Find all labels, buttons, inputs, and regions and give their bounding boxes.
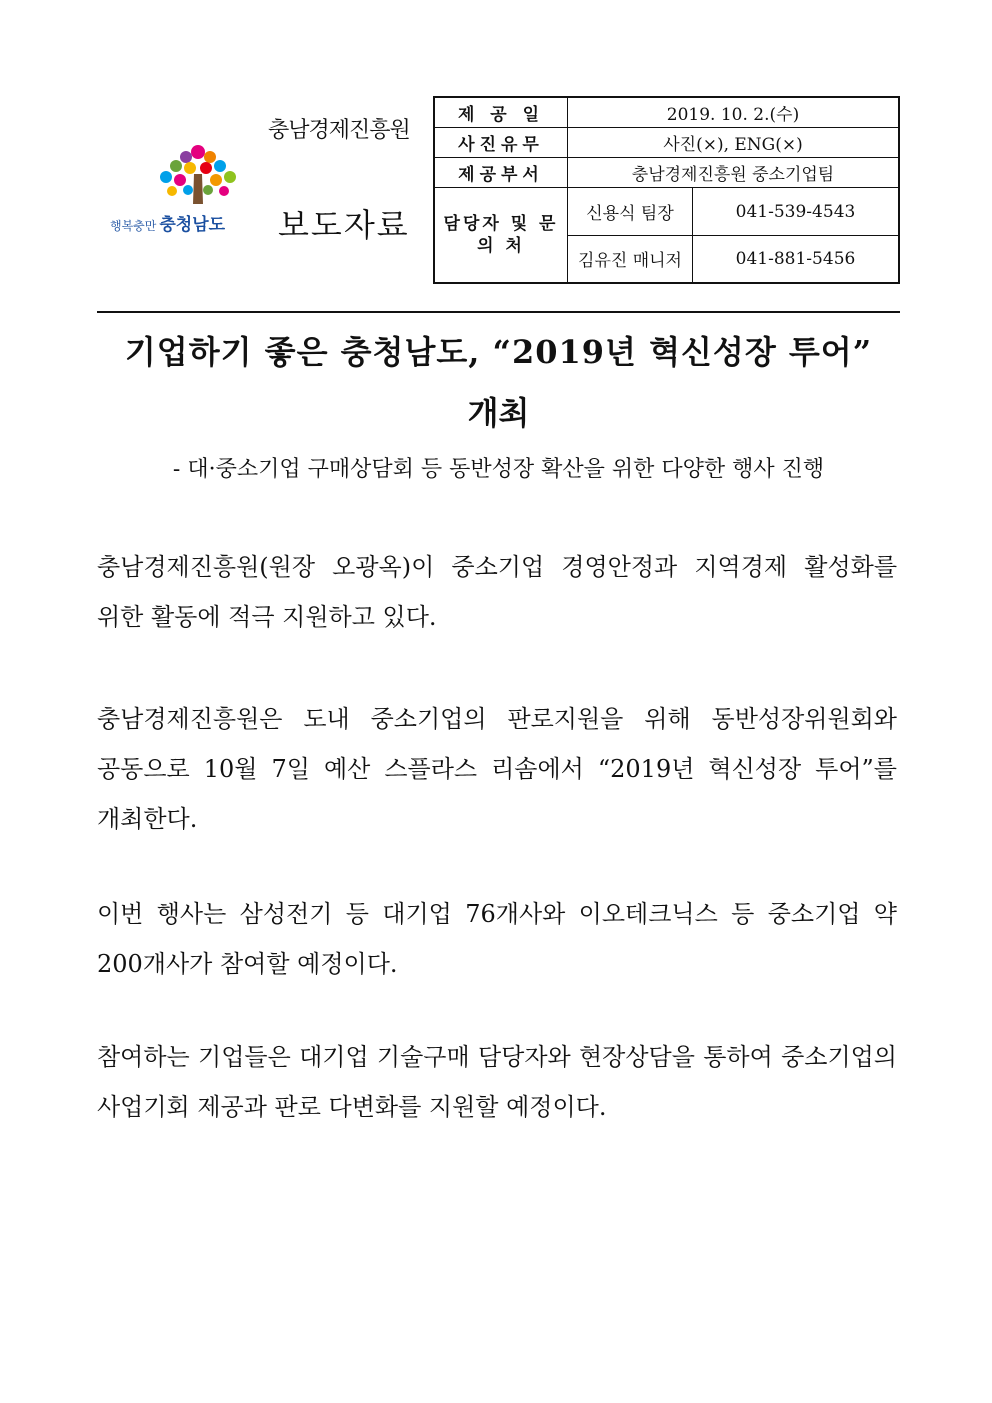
logo-province-name: 충청남도 xyxy=(159,215,226,235)
photo-label: 사진유무 xyxy=(434,128,568,158)
contact-name: 김유진 매니저 xyxy=(568,235,693,283)
department-label: 제공부서 xyxy=(434,158,568,188)
organization-name: 충남경제진흥원 xyxy=(268,118,410,143)
headline-line-1: 기업하기 좋은 충청남도, “2019년 혁신성장 투어” xyxy=(124,333,873,371)
release-info-table xyxy=(433,96,900,284)
header-divider xyxy=(97,311,900,313)
date-label: 제 공 일 xyxy=(434,97,568,128)
date-value: 2019. 10. 2.(수) xyxy=(568,97,900,128)
logo-text xyxy=(110,210,250,235)
body-paragraph: 충남경제진흥원은 도내 중소기업의 판로지원을 위해 동반성장위원회와 공동으로 10월 7일 예산 스플라스 리솜에서 “2019년 혁신성장 투어”를 개최한다. xyxy=(97,705,897,833)
contact-label: 담당자 및 문 의 처 xyxy=(434,188,568,283)
photo-value: 사진(×), ENG(×) xyxy=(568,128,900,158)
body-paragraph: 이번 행사는 삼성전기 등 대기업 76개사와 이오테크닉스 등 중소기업 약 200개사가 참여할 예정이다. xyxy=(97,900,897,978)
headline-line-2: 개최 xyxy=(467,394,530,432)
tree-logo-icon xyxy=(150,144,246,206)
contact-name: 신용식 팀장 xyxy=(568,188,693,235)
body-paragraph: 충남경제진흥원(원장 오광옥)이 중소기업 경영안정과 지역경제 활성화를 위한 활동에 적극 지원하고 있다. xyxy=(97,553,897,631)
contact-phone: 041-881-5456 xyxy=(693,235,900,283)
chungnam-logo xyxy=(100,140,250,240)
subheadline: - 대·중소기업 구매상담회 등 동반성장 확산을 위한 다양한 행사 진행 xyxy=(172,457,825,482)
department-value: 충남경제진흥원 중소기업팀 xyxy=(568,158,900,188)
body-paragraph: 참여하는 기업들은 대기업 기술구매 담당자와 현장상담을 통하여 중소기업의 사업기회 제공과 판로 다변화를 지원할 예정이다. xyxy=(97,1043,897,1121)
logo-slogan: 행복충만 xyxy=(110,219,157,233)
contact-phone: 041-539-4543 xyxy=(693,188,900,235)
press-release-label: 보도자료 xyxy=(278,206,410,244)
